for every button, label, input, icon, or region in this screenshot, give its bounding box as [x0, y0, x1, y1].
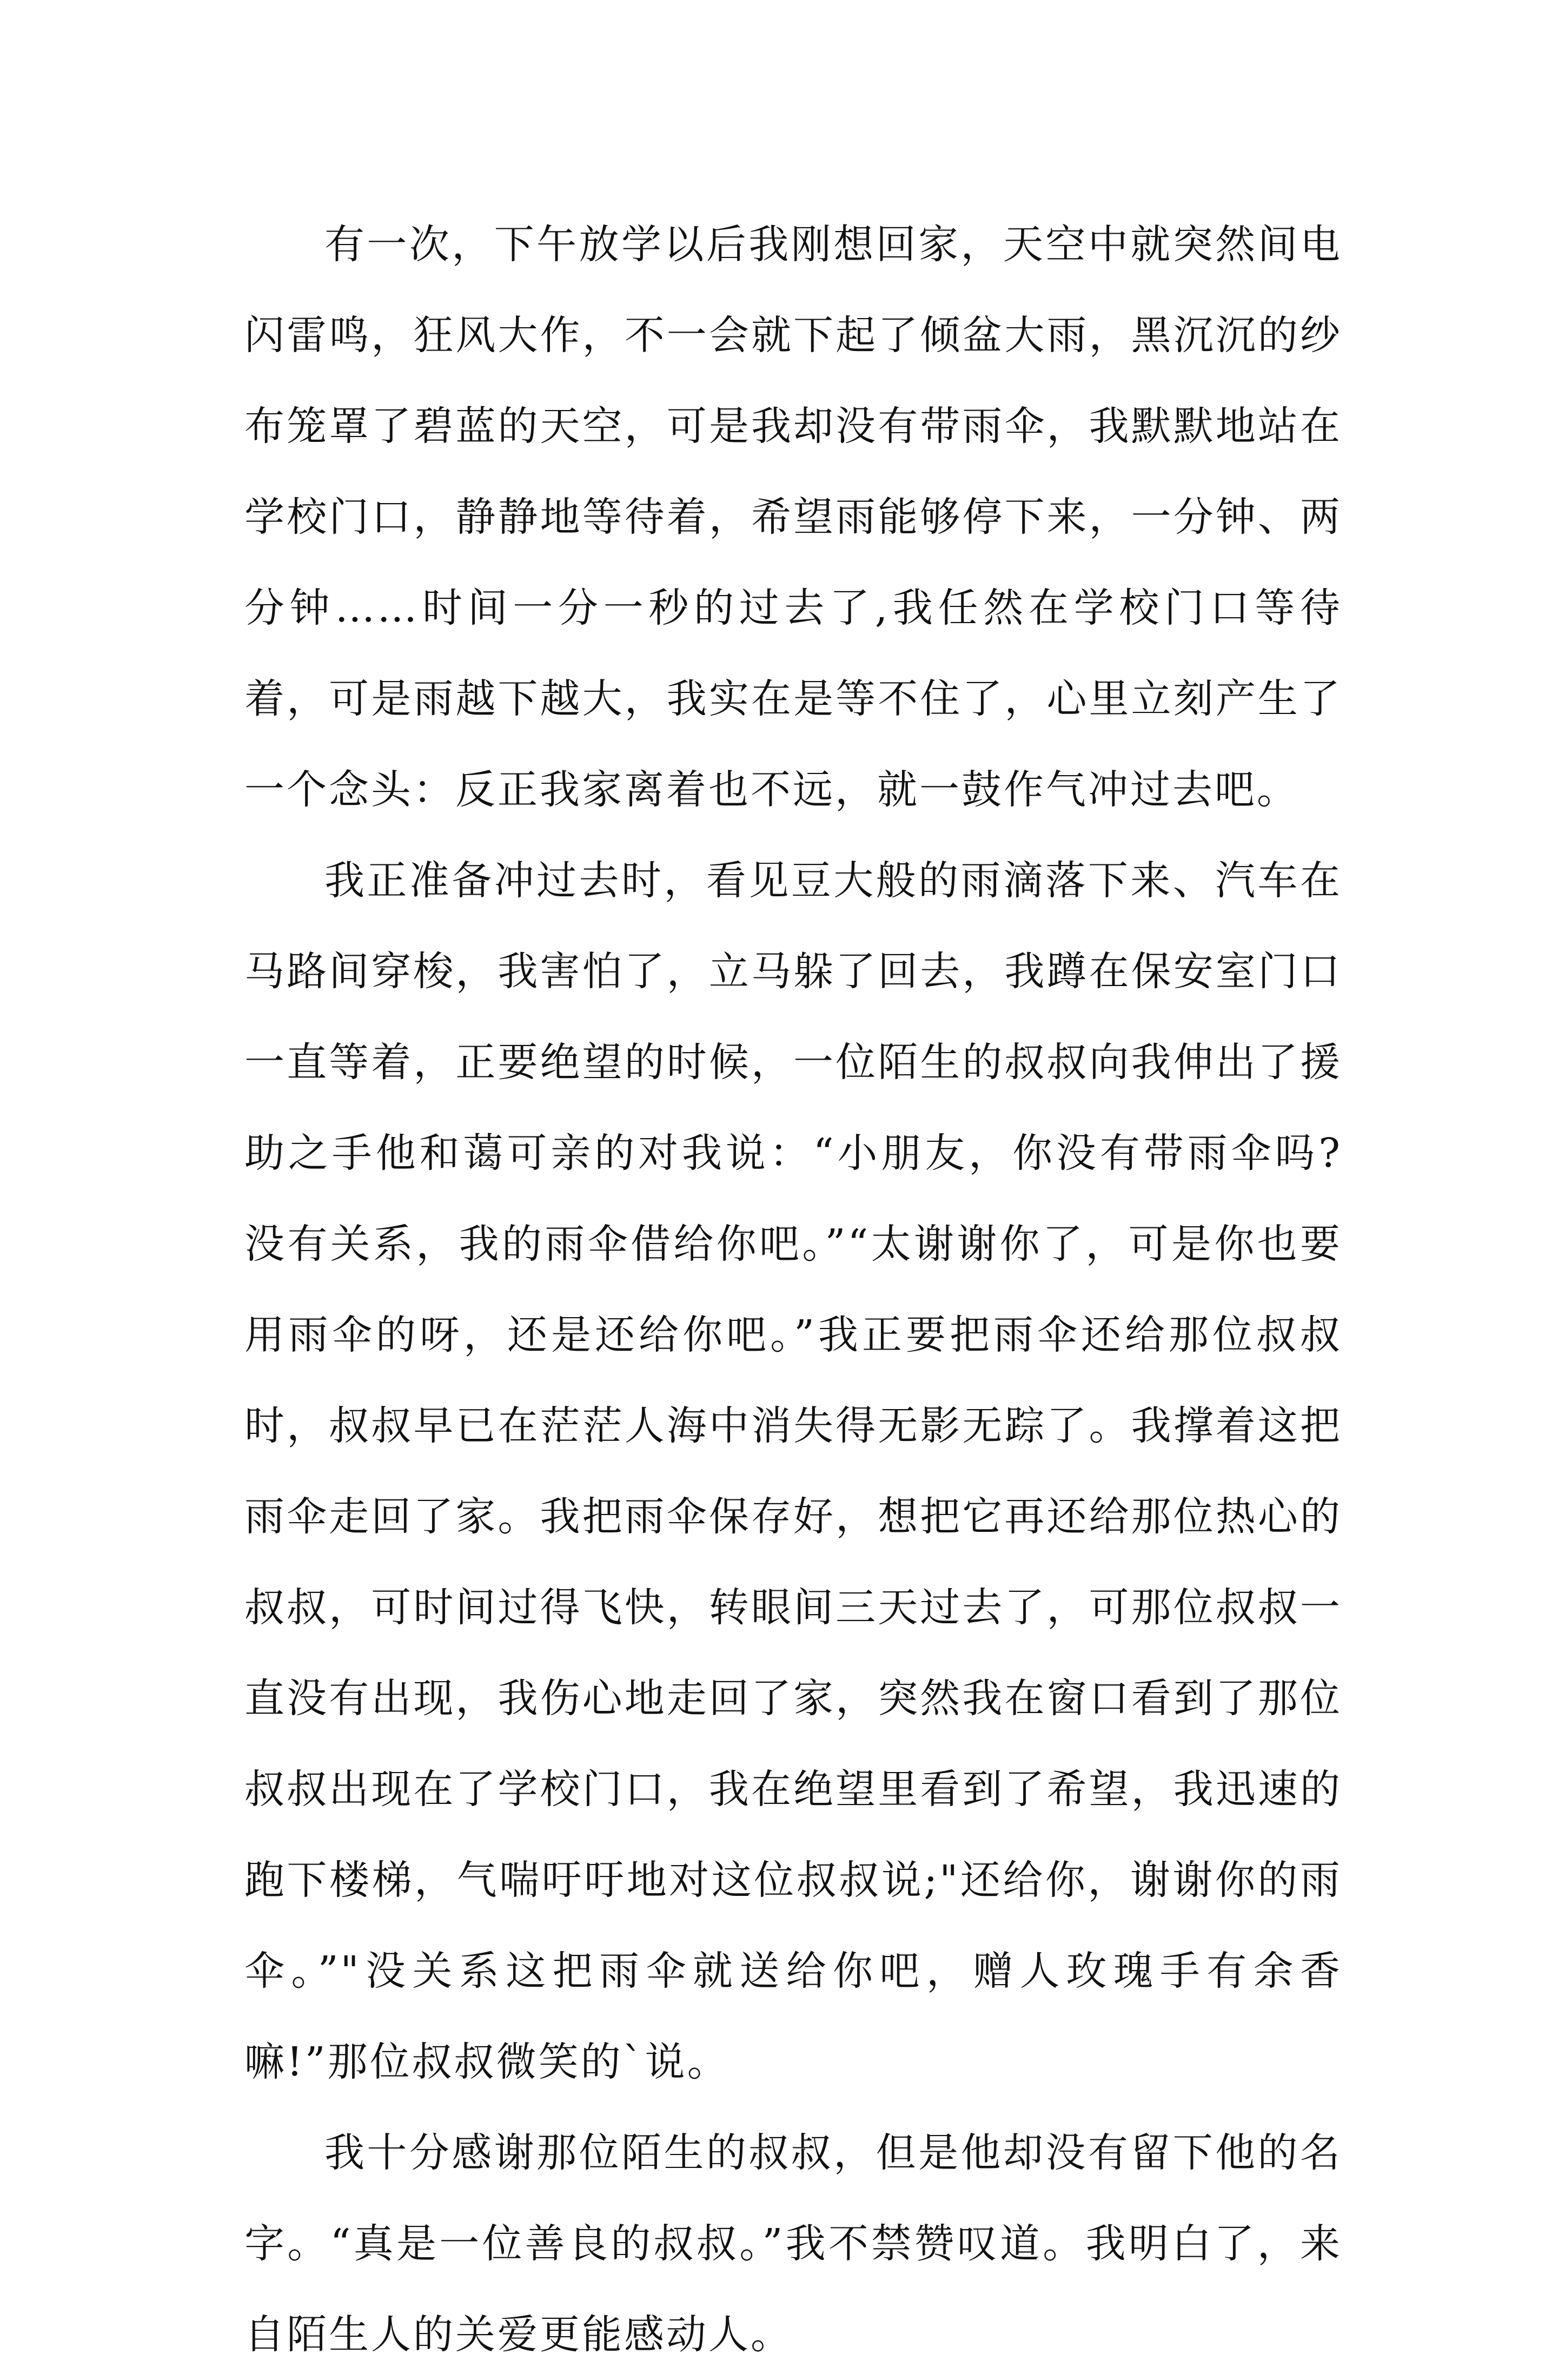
paragraph: 我十分感谢那位陌生的叔叔，但是他却没有留下他的名字。“真是一位善良的叔叔。”我不禁赞叹道。我明白了，来自陌生人的关爱更能感动人。 [244, 2130, 1342, 2358]
paragraph: 有一次，下午放学以后我刚想回家，天空中就突然间电闪雷鸣，狂风大作，不一会就下起了倾盆大雨，黑沉沉的纱布笼罩了碧蓝的天空，可是我却没有带雨伞，我默默地站在学校门口，静静地等待着，希望雨能够停下来，一分钟、两分钟……时间一分一秒的过去了,我任然在学校门口等待着，可是雨越下越大，我实在是等不住了，心里立刻产生了一个念头：反正我家离着也不远，就一鼓作气冲过去吧。 [244, 221, 1342, 813]
paragraph: 我正准备冲过去时，看见豆大般的雨滴落下来、汽车在马路间穿梭，我害怕了，立马躲了回去，我蹲在保安室门口一直等着，正要绝望的时候，一位陌生的叔叔向我伸出了援助之手他和蔼可亲的对我说：“小朋友，你没有带雨伞吗?没有关系，我的雨伞借给你吧。”“太谢谢你了，可是你也要用雨伞的呀，还是还给你吧。”我正要把雨伞还给那位叔叔时，叔叔早已在茫茫人海中消失得无影无踪了。我撑着这把雨伞走回了家。我把雨伞保存好，想把它再还给那位热心的叔叔，可时间过得飞快，转眼间三天过去了，可那位叔叔一直没有出现，我伤心地走回了家，突然我在窗口看到了那位叔叔出现在了学校门口，我在绝望里看到了希望，我迅速的跑下楼梯，气喘吁吁地对这位叔叔说;"还给你，谢谢你的雨伞。”"没关系这把雨伞就送给你吧，赠人玫瑰手有余香嘛!”那位叔叔微笑的`说。 [244, 857, 1342, 2085]
document-body [244, 199, 1342, 2380]
